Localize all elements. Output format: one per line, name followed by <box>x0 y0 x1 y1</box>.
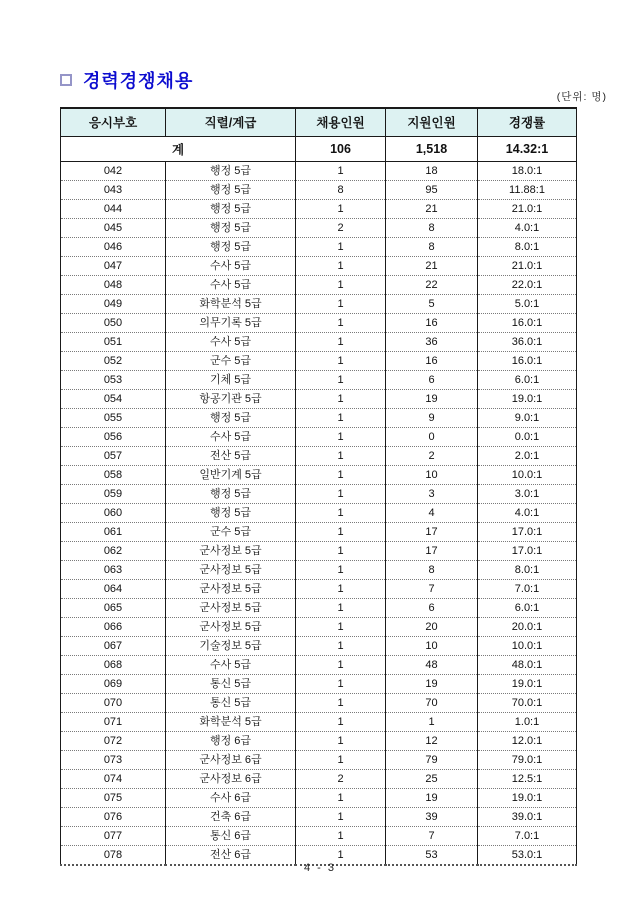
cell-code: 051 <box>61 332 166 351</box>
table-header <box>61 108 577 136</box>
cell-applicant-count: 19 <box>386 674 478 693</box>
cell-hire-count: 1 <box>296 731 386 750</box>
cell-series: 항공기관 5급 <box>166 389 296 408</box>
cell-ratio: 2.0:1 <box>478 446 577 465</box>
total-hire-count: 106 <box>296 136 386 161</box>
cell-applicant-count: 16 <box>386 351 478 370</box>
cell-code: 049 <box>61 294 166 313</box>
table-row <box>61 522 577 541</box>
cell-ratio: 12.0:1 <box>478 731 577 750</box>
table-row <box>61 788 577 807</box>
cell-series: 의무기록 5급 <box>166 313 296 332</box>
table-row <box>61 256 577 275</box>
cell-hire-count: 1 <box>296 807 386 826</box>
cell-code: 042 <box>103 164 123 177</box>
col-header-hire-count: 채용인원 <box>296 108 386 136</box>
total-row <box>61 136 577 161</box>
cell-series: 군사정보 5급 <box>166 617 296 636</box>
table-row <box>61 161 577 180</box>
cell-code: 048 <box>61 275 166 294</box>
cell-hire-count: 1 <box>296 332 386 351</box>
cell-code: 067 <box>61 636 166 655</box>
table-row <box>61 199 577 218</box>
total-label: 계 <box>61 136 296 161</box>
cell-applicant-count: 19 <box>386 389 478 408</box>
table-row <box>61 617 577 636</box>
cell-hire-count: 1 <box>296 541 386 560</box>
table-row <box>61 332 577 351</box>
cell-series: 행정 5급 <box>166 237 296 256</box>
cell-applicant-count: 8 <box>386 218 478 237</box>
table-row <box>61 237 577 256</box>
cell-ratio: 16.0:1 <box>478 313 577 332</box>
cell-hire-count: 1 <box>296 351 386 370</box>
cell-hire-count: 1 <box>296 370 386 389</box>
cell-code: 078 <box>61 845 166 865</box>
cell-code: 065 <box>61 598 166 617</box>
cell-ratio: 18.0:1 <box>478 161 577 180</box>
cell-code: 072 <box>61 731 166 750</box>
cell-hire-count: 1 <box>296 560 386 579</box>
cell-applicant-count: 53 <box>386 845 478 865</box>
cell-ratio: 48.0:1 <box>478 655 577 674</box>
cell-code: 075 <box>61 788 166 807</box>
cell-applicant-count: 95 <box>386 180 478 199</box>
cell-hire-count: 8 <box>296 180 386 199</box>
cell-hire-count: 1 <box>296 674 386 693</box>
cell-hire-count: 1 <box>296 636 386 655</box>
table-row <box>61 503 577 522</box>
cell-ratio: 0.0:1 <box>478 427 577 446</box>
cell-applicant-count: 6 <box>386 598 478 617</box>
cell-series: 군수 5급 <box>166 522 296 541</box>
cell-applicant-count: 16 <box>386 313 478 332</box>
cell-series: 수사 5급 <box>166 655 296 674</box>
cell-applicant-count: 2 <box>386 446 478 465</box>
cell-ratio: 20.0:1 <box>478 617 577 636</box>
cell-applicant-count: 10 <box>386 636 478 655</box>
cell-code: 054 <box>61 389 166 408</box>
cell-applicant-count: 79 <box>386 750 478 769</box>
cell-code: 045 <box>61 218 166 237</box>
table-row <box>61 294 577 313</box>
cell-ratio: 53.0:1 <box>478 845 577 865</box>
cell-applicant-count: 21 <box>386 256 478 275</box>
cell-ratio: 22.0:1 <box>478 275 577 294</box>
col-header-series: 직렬/계급 <box>166 108 296 136</box>
page-title: 경력경쟁채용 <box>83 71 194 91</box>
cell-code: 073 <box>61 750 166 769</box>
cell-applicant-count: 17 <box>386 541 478 560</box>
cell-hire-count: 1 <box>296 427 386 446</box>
table-row <box>61 275 577 294</box>
cell-series: 전산 6급 <box>166 845 296 865</box>
cell-applicant-count: 12 <box>386 731 478 750</box>
cell-hire-count: 1 <box>296 788 386 807</box>
cell-ratio: 1.0:1 <box>478 712 577 731</box>
cell-series: 군사정보 6급 <box>166 769 296 788</box>
cell-series: 화학분석 5급 <box>166 294 296 313</box>
cell-ratio: 19.0:1 <box>478 788 577 807</box>
cell-ratio: 12.5:1 <box>478 769 577 788</box>
cell-ratio: 19.0:1 <box>478 674 577 693</box>
cell-series: 군사정보 6급 <box>166 750 296 769</box>
cell-ratio: 4.0:1 <box>478 218 577 237</box>
cell-series: 통신 6급 <box>166 826 296 845</box>
page-number: 4 - 3 <box>303 862 336 874</box>
cell-hire-count: 1 <box>296 617 386 636</box>
cell-ratio: 6.0:1 <box>478 370 577 389</box>
col-header-applicant-count: 지원인원 <box>386 108 478 136</box>
table-row <box>61 389 577 408</box>
cell-hire-count: 1 <box>296 826 386 845</box>
table-row <box>61 826 577 845</box>
table-body <box>61 161 577 865</box>
cell-hire-count: 2 <box>296 218 386 237</box>
cell-ratio: 7.0:1 <box>478 826 577 845</box>
square-bullet-icon <box>60 74 72 86</box>
table-row <box>61 579 577 598</box>
cell-series: 행정 5급 <box>166 180 296 199</box>
cell-series: 수사 5급 <box>166 275 296 294</box>
table-row <box>61 313 577 332</box>
table-row <box>61 731 577 750</box>
cell-code: 066 <box>61 617 166 636</box>
cell-code: 064 <box>61 579 166 598</box>
cell-hire-count: 1 <box>296 750 386 769</box>
table-row <box>61 674 577 693</box>
cell-hire-count: 1 <box>296 484 386 503</box>
cell-code: 063 <box>61 560 166 579</box>
cell-series: 수사 5급 <box>166 332 296 351</box>
cell-hire-count: 1 <box>296 408 386 427</box>
cell-code: 071 <box>61 712 166 731</box>
cell-hire-count: 1 <box>296 503 386 522</box>
table-row <box>61 769 577 788</box>
cell-ratio: 10.0:1 <box>478 465 577 484</box>
cell-applicant-count: 0 <box>386 427 478 446</box>
cell-ratio: 8.0:1 <box>478 237 577 256</box>
table-row <box>61 807 577 826</box>
cell-applicant-count: 6 <box>386 370 478 389</box>
section-title-row <box>60 67 193 93</box>
cell-ratio: 6.0:1 <box>478 598 577 617</box>
cell-applicant-count: 4 <box>386 503 478 522</box>
table-row <box>61 465 577 484</box>
cell-series: 통신 5급 <box>166 674 296 693</box>
cell-applicant-count: 9 <box>386 408 478 427</box>
table-row <box>61 636 577 655</box>
cell-series: 행정 5급 <box>166 408 296 427</box>
table-row <box>61 484 577 503</box>
cell-series: 행정 6급 <box>166 731 296 750</box>
table-row <box>61 218 577 237</box>
cell-code: 070 <box>61 693 166 712</box>
table-row <box>61 712 577 731</box>
cell-applicant-count: 8 <box>386 560 478 579</box>
cell-ratio: 70.0:1 <box>478 693 577 712</box>
table-container <box>60 107 577 866</box>
cell-code: 055 <box>61 408 166 427</box>
cell-hire-count: 1 <box>296 845 386 865</box>
cell-series: 기술정보 5급 <box>166 636 296 655</box>
table-row <box>61 180 577 199</box>
cell-ratio: 8.0:1 <box>478 560 577 579</box>
cell-hire-count: 1 <box>296 655 386 674</box>
cell-applicant-count: 25 <box>386 769 478 788</box>
cell-hire-count: 1 <box>296 712 386 731</box>
cell-series: 전산 5급 <box>166 446 296 465</box>
cell-ratio: 5.0:1 <box>478 294 577 313</box>
cell-ratio: 17.0:1 <box>478 522 577 541</box>
cell-series: 일반기계 5급 <box>166 465 296 484</box>
cell-hire-count: 1 <box>296 446 386 465</box>
cell-hire-count: 1 <box>296 522 386 541</box>
cell-applicant-count: 1 <box>386 712 478 731</box>
cell-applicant-count: 7 <box>386 579 478 598</box>
table-row <box>61 541 577 560</box>
cell-ratio: 10.0:1 <box>478 636 577 655</box>
cell-applicant-count: 17 <box>386 522 478 541</box>
cell-applicant-count: 70 <box>386 693 478 712</box>
cell-code: 047 <box>61 256 166 275</box>
cell-applicant-count: 8 <box>386 237 478 256</box>
cell-code: 076 <box>61 807 166 826</box>
cell-hire-count: 1 <box>296 161 386 180</box>
cell-applicant-count: 48 <box>386 655 478 674</box>
header-row <box>61 108 577 136</box>
cell-series: 군사정보 5급 <box>166 541 296 560</box>
table-row <box>61 750 577 769</box>
cell-code: 044 <box>61 199 166 218</box>
table-row <box>61 560 577 579</box>
cell-code: 058 <box>61 465 166 484</box>
total-ratio: 14.32:1 <box>478 136 577 161</box>
cell-hire-count: 1 <box>296 465 386 484</box>
col-header-code: 응시부호 <box>61 108 166 136</box>
cell-hire-count: 1 <box>296 579 386 598</box>
cell-hire-count: 1 <box>296 256 386 275</box>
cell-series: 수사 5급 <box>166 256 296 275</box>
cell-code: 069 <box>61 674 166 693</box>
cell-applicant-count: 22 <box>386 275 478 294</box>
cell-hire-count: 1 <box>296 237 386 256</box>
cell-series: 군사정보 5급 <box>166 560 296 579</box>
cell-code: 068 <box>61 655 166 674</box>
col-header-ratio: 경쟁률 <box>478 108 577 136</box>
table-row <box>61 655 577 674</box>
cell-series: 건축 6급 <box>166 807 296 826</box>
cell-ratio: 11.88:1 <box>478 180 577 199</box>
cell-series: 화학분석 5급 <box>166 712 296 731</box>
cell-code: 050 <box>61 313 166 332</box>
cell-ratio: 4.0:1 <box>478 503 577 522</box>
cell-hire-count: 1 <box>296 693 386 712</box>
cell-ratio: 17.0:1 <box>478 541 577 560</box>
cell-hire-count: 2 <box>296 769 386 788</box>
cell-code: 052 <box>61 351 166 370</box>
cell-ratio: 19.0:1 <box>478 389 577 408</box>
cell-hire-count: 1 <box>296 199 386 218</box>
cell-ratio: 79.0:1 <box>478 750 577 769</box>
cell-series: 기체 5급 <box>166 370 296 389</box>
cell-ratio: 39.0:1 <box>478 807 577 826</box>
cell-code: 053 <box>61 370 166 389</box>
cell-code: 062 <box>61 541 166 560</box>
cell-applicant-count: 18 <box>386 161 478 180</box>
cell-applicant-count: 10 <box>386 465 478 484</box>
cell-code: 061 <box>61 522 166 541</box>
cell-code: 057 <box>61 446 166 465</box>
cell-series: 군사정보 5급 <box>166 598 296 617</box>
cell-ratio: 21.0:1 <box>478 256 577 275</box>
cell-series: 수사 5급 <box>166 427 296 446</box>
cell-applicant-count: 36 <box>386 332 478 351</box>
cell-code: 043 <box>61 180 166 199</box>
cell-ratio: 7.0:1 <box>478 579 577 598</box>
table-row <box>61 351 577 370</box>
cell-hire-count: 1 <box>296 294 386 313</box>
cell-series: 행정 5급 <box>166 503 296 522</box>
table-row <box>61 446 577 465</box>
unit-note: (단위: 명) <box>556 91 607 103</box>
cell-code: 074 <box>61 769 166 788</box>
cell-applicant-count: 20 <box>386 617 478 636</box>
cell-code: 077 <box>61 826 166 845</box>
cell-applicant-count: 21 <box>386 199 478 218</box>
cell-series: 행정 5급 <box>166 161 296 180</box>
cell-series: 군사정보 5급 <box>166 579 296 598</box>
cell-hire-count: 1 <box>296 275 386 294</box>
cell-hire-count: 1 <box>296 598 386 617</box>
cell-series: 군수 5급 <box>166 351 296 370</box>
cell-series: 행정 5급 <box>166 199 296 218</box>
cell-code: 059 <box>61 484 166 503</box>
table-row <box>61 370 577 389</box>
cell-code: 056 <box>61 427 166 446</box>
cell-ratio: 21.0:1 <box>478 199 577 218</box>
total-applicant-count: 1,518 <box>386 136 478 161</box>
cell-applicant-count: 39 <box>386 807 478 826</box>
cell-series: 행정 5급 <box>166 484 296 503</box>
cell-series: 수사 6급 <box>166 788 296 807</box>
cell-ratio: 3.0:1 <box>478 484 577 503</box>
cell-ratio: 16.0:1 <box>478 351 577 370</box>
cell-ratio: 9.0:1 <box>478 408 577 427</box>
cell-hire-count: 1 <box>296 313 386 332</box>
table-row <box>61 693 577 712</box>
cell-code: 046 <box>61 237 166 256</box>
table-row <box>61 598 577 617</box>
table-row <box>61 427 577 446</box>
recruitment-table <box>60 107 577 866</box>
cell-applicant-count: 7 <box>386 826 478 845</box>
cell-applicant-count: 3 <box>386 484 478 503</box>
cell-applicant-count: 19 <box>386 788 478 807</box>
cell-series: 행정 5급 <box>166 218 296 237</box>
cell-hire-count: 1 <box>296 389 386 408</box>
cell-series: 통신 5급 <box>166 693 296 712</box>
table-row <box>61 408 577 427</box>
cell-code: 060 <box>61 503 166 522</box>
cell-applicant-count: 5 <box>386 294 478 313</box>
cell-ratio: 36.0:1 <box>478 332 577 351</box>
